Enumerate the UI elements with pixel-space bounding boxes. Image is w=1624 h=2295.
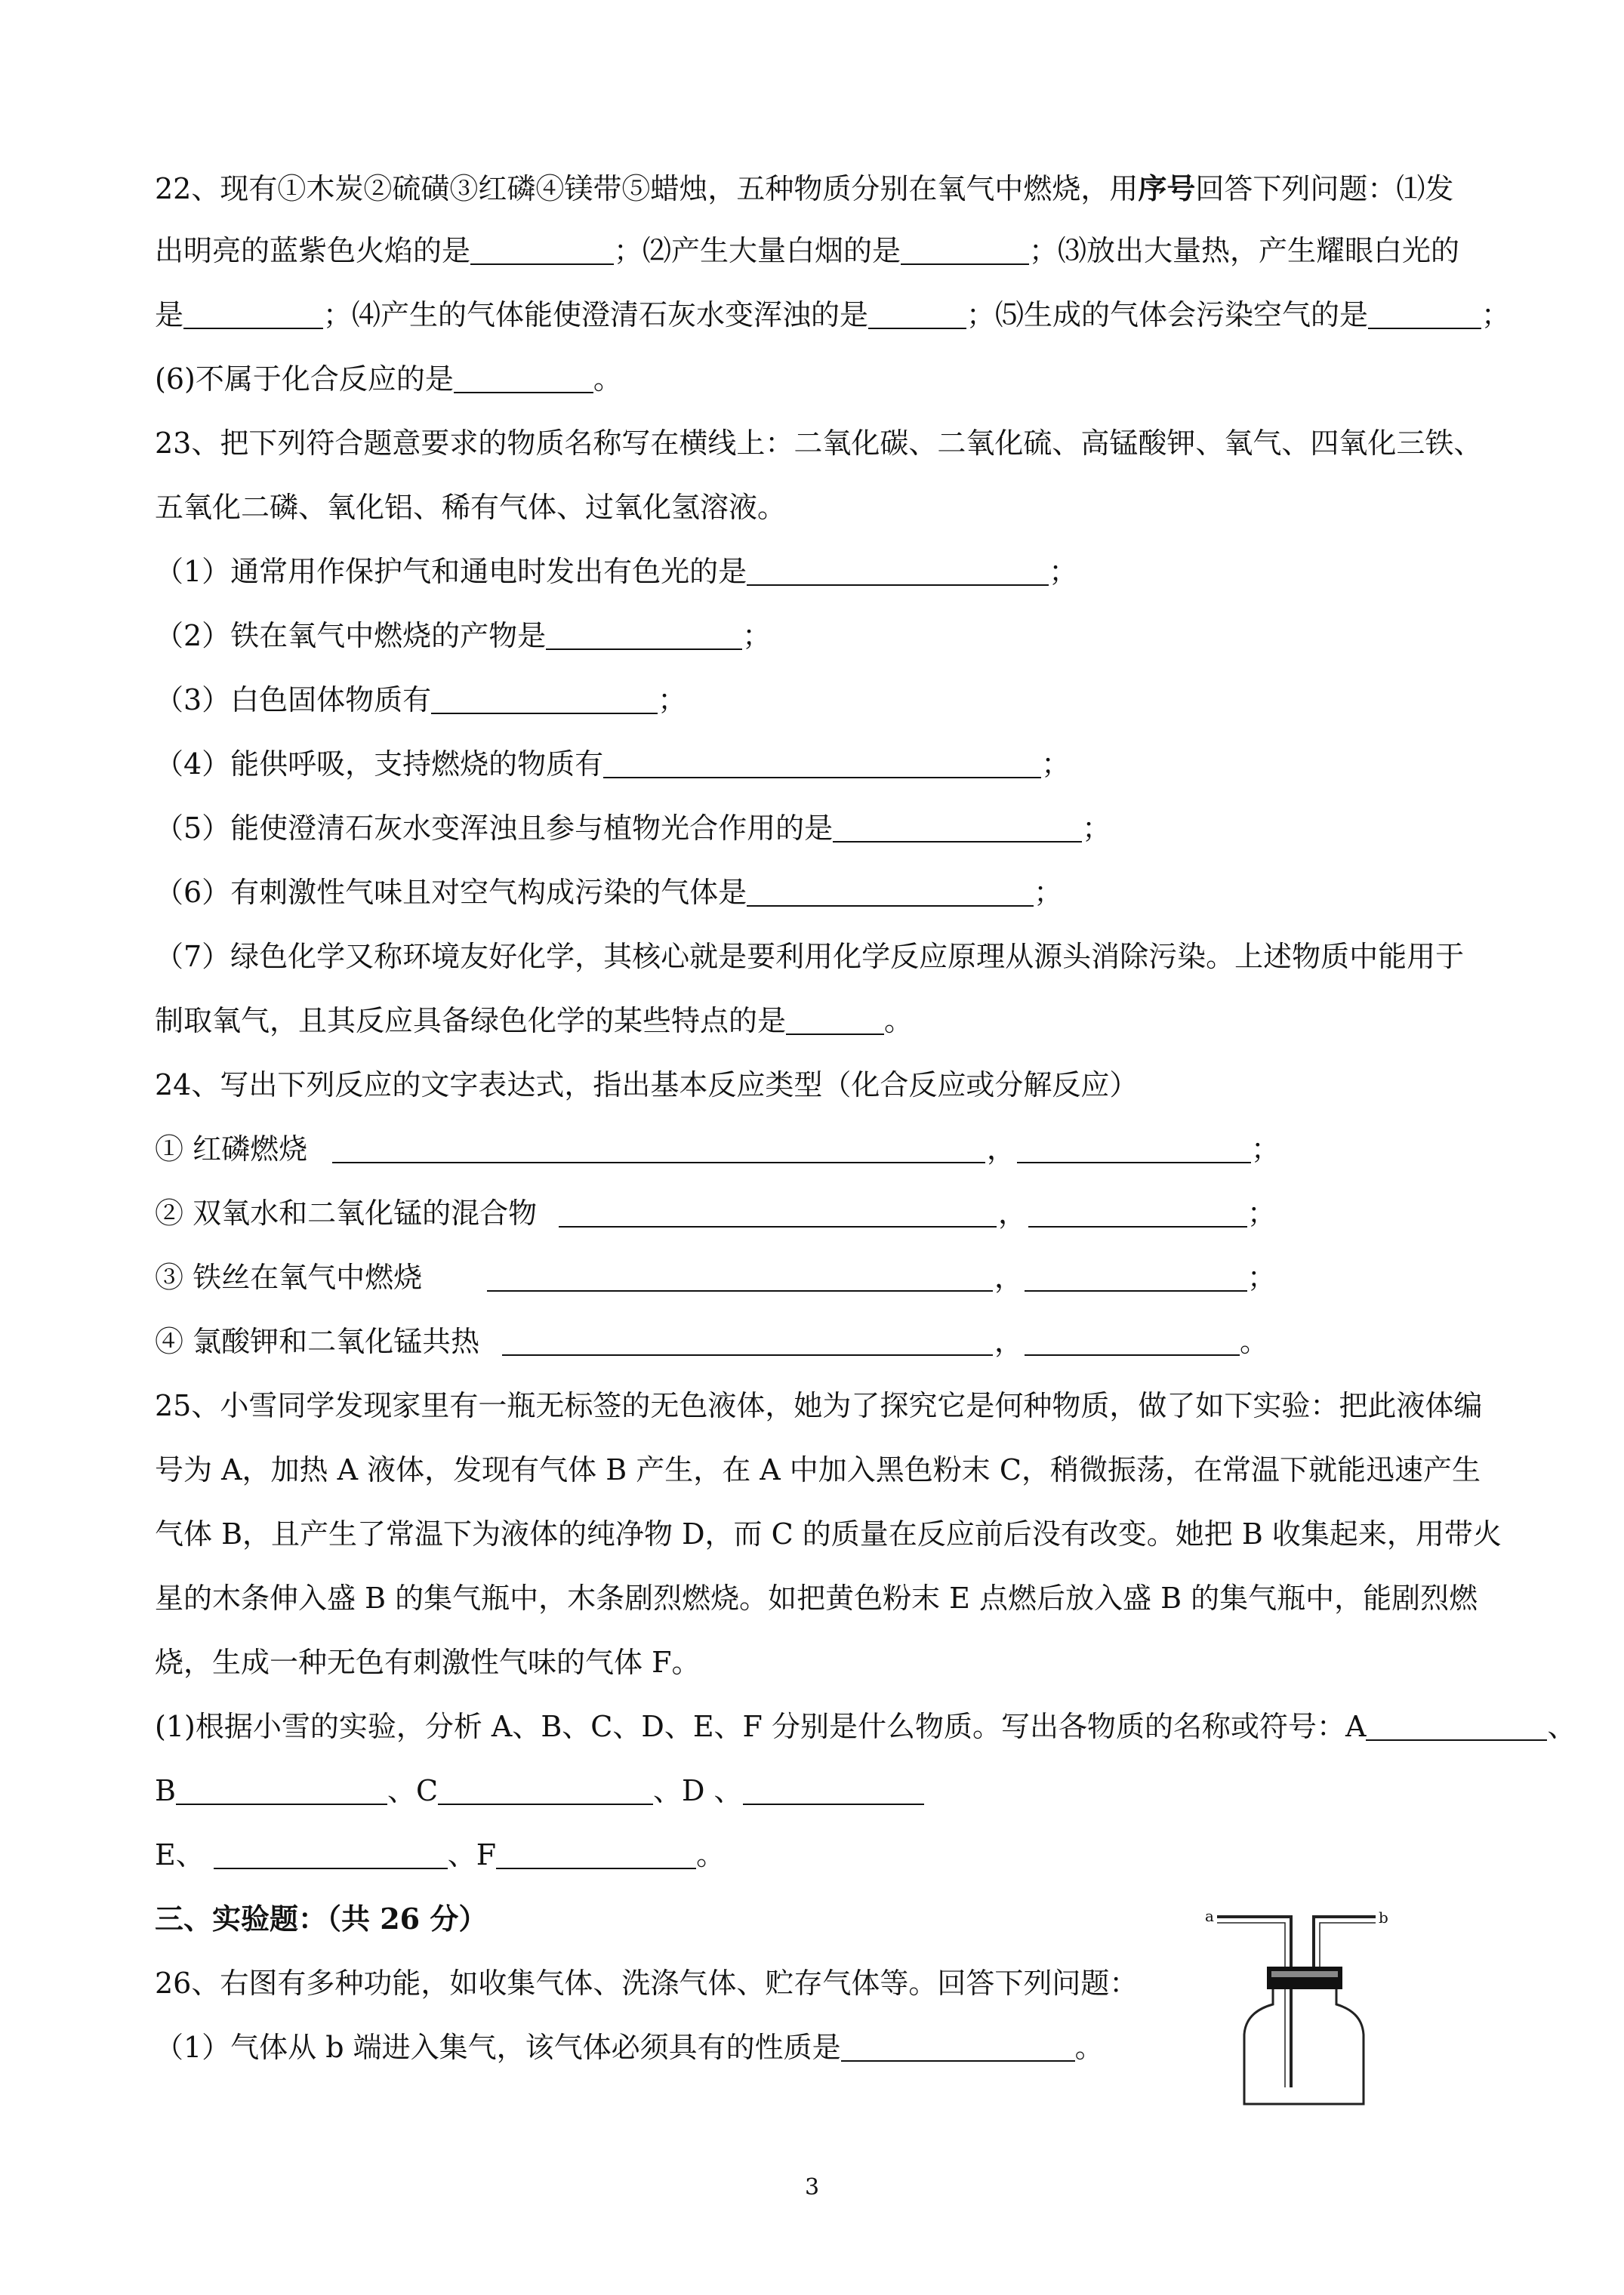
page-number: 3 <box>804 2174 820 2201</box>
q23-item-7-cont: 制取氧气，且其反应具备绿色化学的某些特点的是 。 <box>155 1004 914 1037</box>
gas-bottle-figure <box>1200 1906 1397 2110</box>
answer-blank[interactable] <box>431 685 658 714</box>
figure-label-a: a <box>1205 1907 1214 1925</box>
answer-blank[interactable] <box>454 365 593 393</box>
q25-line-7: B 、C 、D 、 <box>155 1773 1556 1809</box>
answer-blank[interactable] <box>833 814 1082 843</box>
answer-blank-d[interactable] <box>743 1776 924 1805</box>
answer-blank-a[interactable] <box>1366 1712 1547 1741</box>
answer-blank[interactable] <box>603 750 1041 778</box>
answer-blank[interactable] <box>841 2033 1075 2062</box>
q23-item-7: （7）绿色化学又称环境友好化学，其核心就是要利用化学反应原理从源头消除污染。上述物质中能用于 <box>155 940 1465 973</box>
answer-blank[interactable] <box>487 1263 993 1292</box>
q23-line-1: 23、把下列符合题意要求的物质名称写在横线上：二氧化碳、二氧化硫、高锰酸钾、氧气、四氧化三铁、 <box>155 427 1483 460</box>
q24-reaction-3: ③ 铁丝在氧气中燃烧 ， ； <box>155 1261 1277 1294</box>
q25-line-5: 烧，生成一种无色有刺激性气味的气体 F。 <box>155 1646 701 1679</box>
answer-blank-f[interactable] <box>496 1841 696 1869</box>
figure-label-b: b <box>1379 1908 1388 1927</box>
q26-line-1: 26、右图有多种功能，如收集气体、洗涤气体、贮存气体等。回答下列问题： <box>155 1967 1139 2000</box>
answer-blank[interactable] <box>1368 300 1481 329</box>
answer-blank[interactable] <box>559 1199 997 1228</box>
emphasis-text: 序号 <box>1138 171 1196 205</box>
answer-blank[interactable] <box>1017 1135 1251 1163</box>
q25-line-2: 号为 A，加热 A 液体，发现有气体 B 产生，在 A 中加入黑色粉末 C，稍微振荡，在常温下就能迅速产生 <box>155 1453 1481 1486</box>
q23-item-3: （3）白色固体物质有 ； <box>155 683 687 716</box>
q22-line-2: 出明亮的蓝紫色火焰的是 ；⑵产生大量白烟的是 ；⑶放出大量热，产生耀眼白光的 <box>155 234 1460 267</box>
q25-line-4: 星的木条伸入盛 B 的集气瓶中，木条剧烈燃烧。如把黄色粉末 E 点燃后放入盛 B 的集气瓶中，能剧烈燃 <box>155 1582 1478 1615</box>
q23-item-6: （6）有刺激性气味且对空气构成污染的气体是 ； <box>155 876 1063 909</box>
answer-blank[interactable] <box>1025 1263 1247 1292</box>
answer-blank[interactable] <box>546 621 742 650</box>
answer-blank[interactable] <box>1025 1327 1240 1356</box>
answer-blank[interactable] <box>747 557 1049 586</box>
q23-item-2: （2）铁在氧气中燃烧的产物是 ； <box>155 619 772 652</box>
q22-line-1: 22、现有①木炭②硫磺③红磷④镁带⑤蜡烛，五种物质分别在氧气中燃烧，用序号回答下列问题：⑴发 <box>155 171 1454 205</box>
answer-blank[interactable] <box>470 236 614 265</box>
q25-line-6: (1)根据小雪的实验，分析 A、B、C、D、E、F 分别是什么物质。写出各物质的名称或符号：A 、 <box>155 1710 1576 1743</box>
answer-blank[interactable] <box>502 1327 993 1356</box>
q24-reaction-4: ④ 氯酸钾和二氧化锰共热 ， 。 <box>155 1325 1269 1358</box>
answer-blank[interactable] <box>786 1006 884 1035</box>
answer-blank[interactable] <box>1028 1199 1247 1228</box>
answer-blank[interactable] <box>868 300 966 329</box>
q23-line-2: 五氧化二磷、氧化铝、稀有气体、过氧化氢溶液。 <box>155 491 787 524</box>
answer-blank[interactable] <box>901 236 1029 265</box>
section-heading: 三、实验题：（共 26 分） <box>155 1902 488 1936</box>
answer-blank[interactable] <box>183 300 323 329</box>
q26-line-2: （1）气体从 b 端进入集气，该气体必须具有的性质是 。 <box>155 2031 1104 2064</box>
q24-reaction-1: ① 红磷燃烧 ， ； <box>155 1132 1280 1166</box>
q25-line-1: 25、小雪同学发现家里有一瓶无标签的无色液体，她为了探究它是何种物质，做了如下实验：把此液体编 <box>155 1389 1483 1422</box>
answer-blank-b[interactable] <box>176 1776 387 1805</box>
q23-item-4: （4）能供呼吸，支持燃烧的物质有 ； <box>155 747 1071 781</box>
q22-line-3: 是 ；⑷产生的气体能使澄清石灰水变浑浊的是 ；⑸生成的气体会污染空气的是 ； <box>155 298 1511 331</box>
q24-reaction-2: ② 双氧水和二氧化锰的混合物 ， ； <box>155 1197 1277 1230</box>
q25-line-3: 气体 B，且产生了常温下为液体的纯净物 D，而 C 的质量在反应前后没有改变。她把 B 收集起来，用带火 <box>155 1517 1502 1551</box>
answer-blank-e[interactable] <box>214 1841 448 1869</box>
q23-item-5: （5）能使澄清石灰水变浑浊且参与植物光合作用的是 ； <box>155 812 1111 845</box>
q24-title: 24、写出下列反应的文字表达式，指出基本反应类型（化合反应或分解反应） <box>155 1068 1139 1101</box>
q22-line-4: (6)不属于化合反应的是 。 <box>155 362 622 396</box>
answer-blank[interactable] <box>332 1135 985 1163</box>
q23-item-1: （1）通常用作保护气和通电时发出有色光的是 ； <box>155 555 1078 588</box>
answer-blank[interactable] <box>747 878 1034 907</box>
answer-blank-c[interactable] <box>438 1776 653 1805</box>
q25-line-8: E、 、F 。 <box>155 1838 726 1871</box>
